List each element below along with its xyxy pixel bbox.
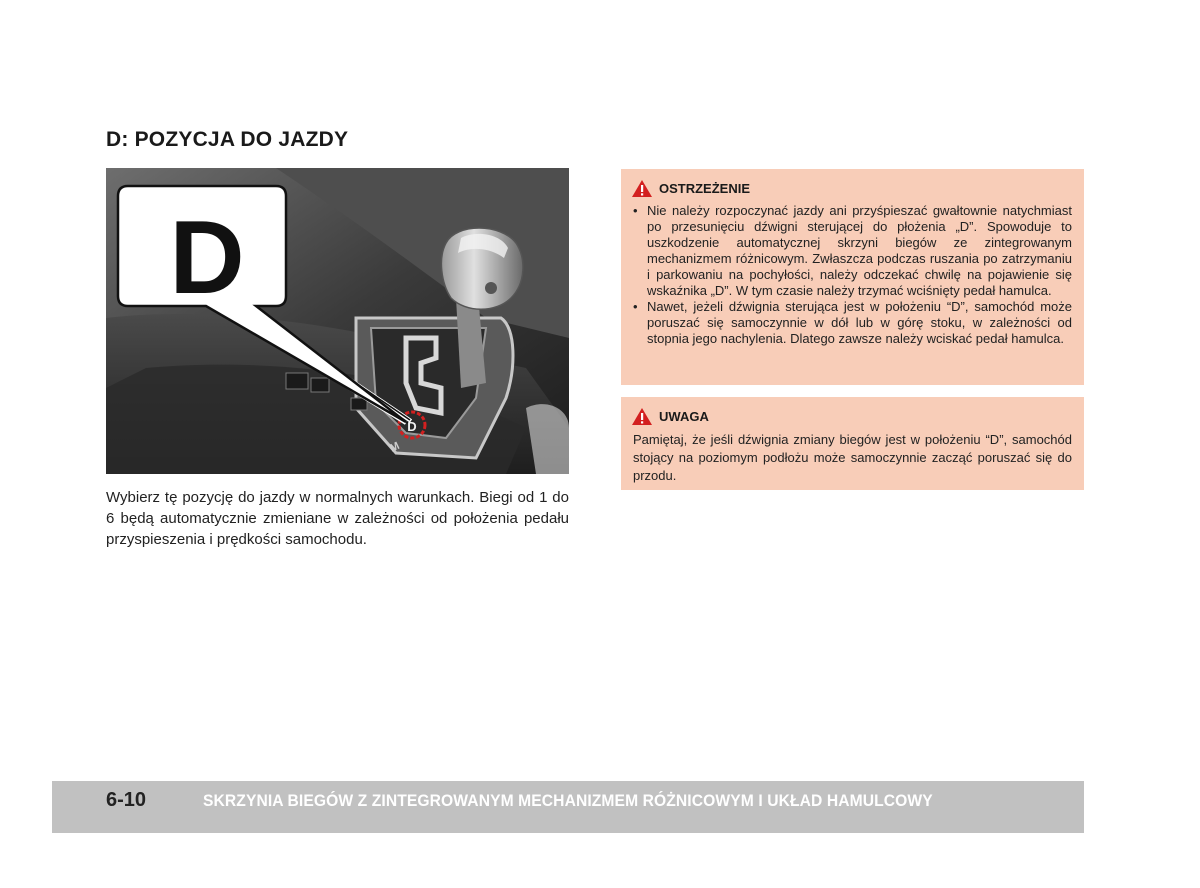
warning-list [631, 203, 1072, 347]
warning-box [621, 169, 1084, 385]
warning-item-text: Nie należy rozpoczynać jazdy ani przyśpieszać gwałtownie natychmiast po przesunięciu dźwigni sterującej do płożenia „D”. Spowoduje to uszkodzenie automatycznej skrzyni biegów ze zintegrowanym mechanizmem różnicowym. Zwłaszcza podczas ruszania po zatrzymaniu i parkowaniu na pochyłości, należy odczekać chwilę na pojawienie się wskaźnika „D”. W tym czasie należy trzymać wciśnięty pedał hamulca. [647, 203, 1072, 298]
warning-item [631, 203, 1072, 299]
indicator-letter: D [407, 419, 417, 434]
footer-bar [52, 781, 1084, 833]
lower-gear-letter: M [388, 439, 402, 455]
caution-text: Pamiętaj, że jeśli dźwignia zmiany biegów jest w położeniu “D”, samochód stojący na poziomym podłożu może samoczynnie zacząć poruszać się do przodu. [633, 432, 1072, 483]
warning-triangle-icon [631, 179, 653, 198]
body-paragraph: Wybierz tę pozycję do jazdy w normalnych warunkach. Biegi od 1 do 6 będą automatycznie zmieniane w zależności od położenia pedału przyspieszenia i prędkości samochodu. [106, 489, 569, 548]
drive-position-letter: D [169, 200, 245, 316]
warning-item-text: Nawet, jeżeli dźwignia sterująca jest w położeniu “D”, samochód może poruszać się samoczynnie w dół lub w górę stoku, w zależności od stopnia jego nachylenia. Dlatego zawsze należy wciskać pedał hamulca. [647, 299, 1072, 346]
section-title: D: POZYCJA DO JAZDY [106, 128, 349, 151]
page-number: 6-10 [106, 789, 147, 811]
caution-header [631, 406, 1072, 426]
chapter-title: SKRZYNIA BIEGÓW Z ZINTEGROWANYM MECHANIZMEM RÓŻNICOWYM I UKŁAD HAMULCOWY [203, 791, 933, 810]
warning-item [631, 299, 1072, 347]
warning-header [631, 178, 1072, 198]
bullet: • [633, 203, 638, 218]
warning-heading: OSTRZEŻENIE [659, 180, 751, 196]
gear-shifter-photo [106, 168, 569, 474]
caution-box [621, 397, 1084, 490]
caution-triangle-icon [631, 407, 653, 426]
bullet: • [633, 299, 638, 314]
caution-heading: UWAGA [659, 408, 709, 424]
